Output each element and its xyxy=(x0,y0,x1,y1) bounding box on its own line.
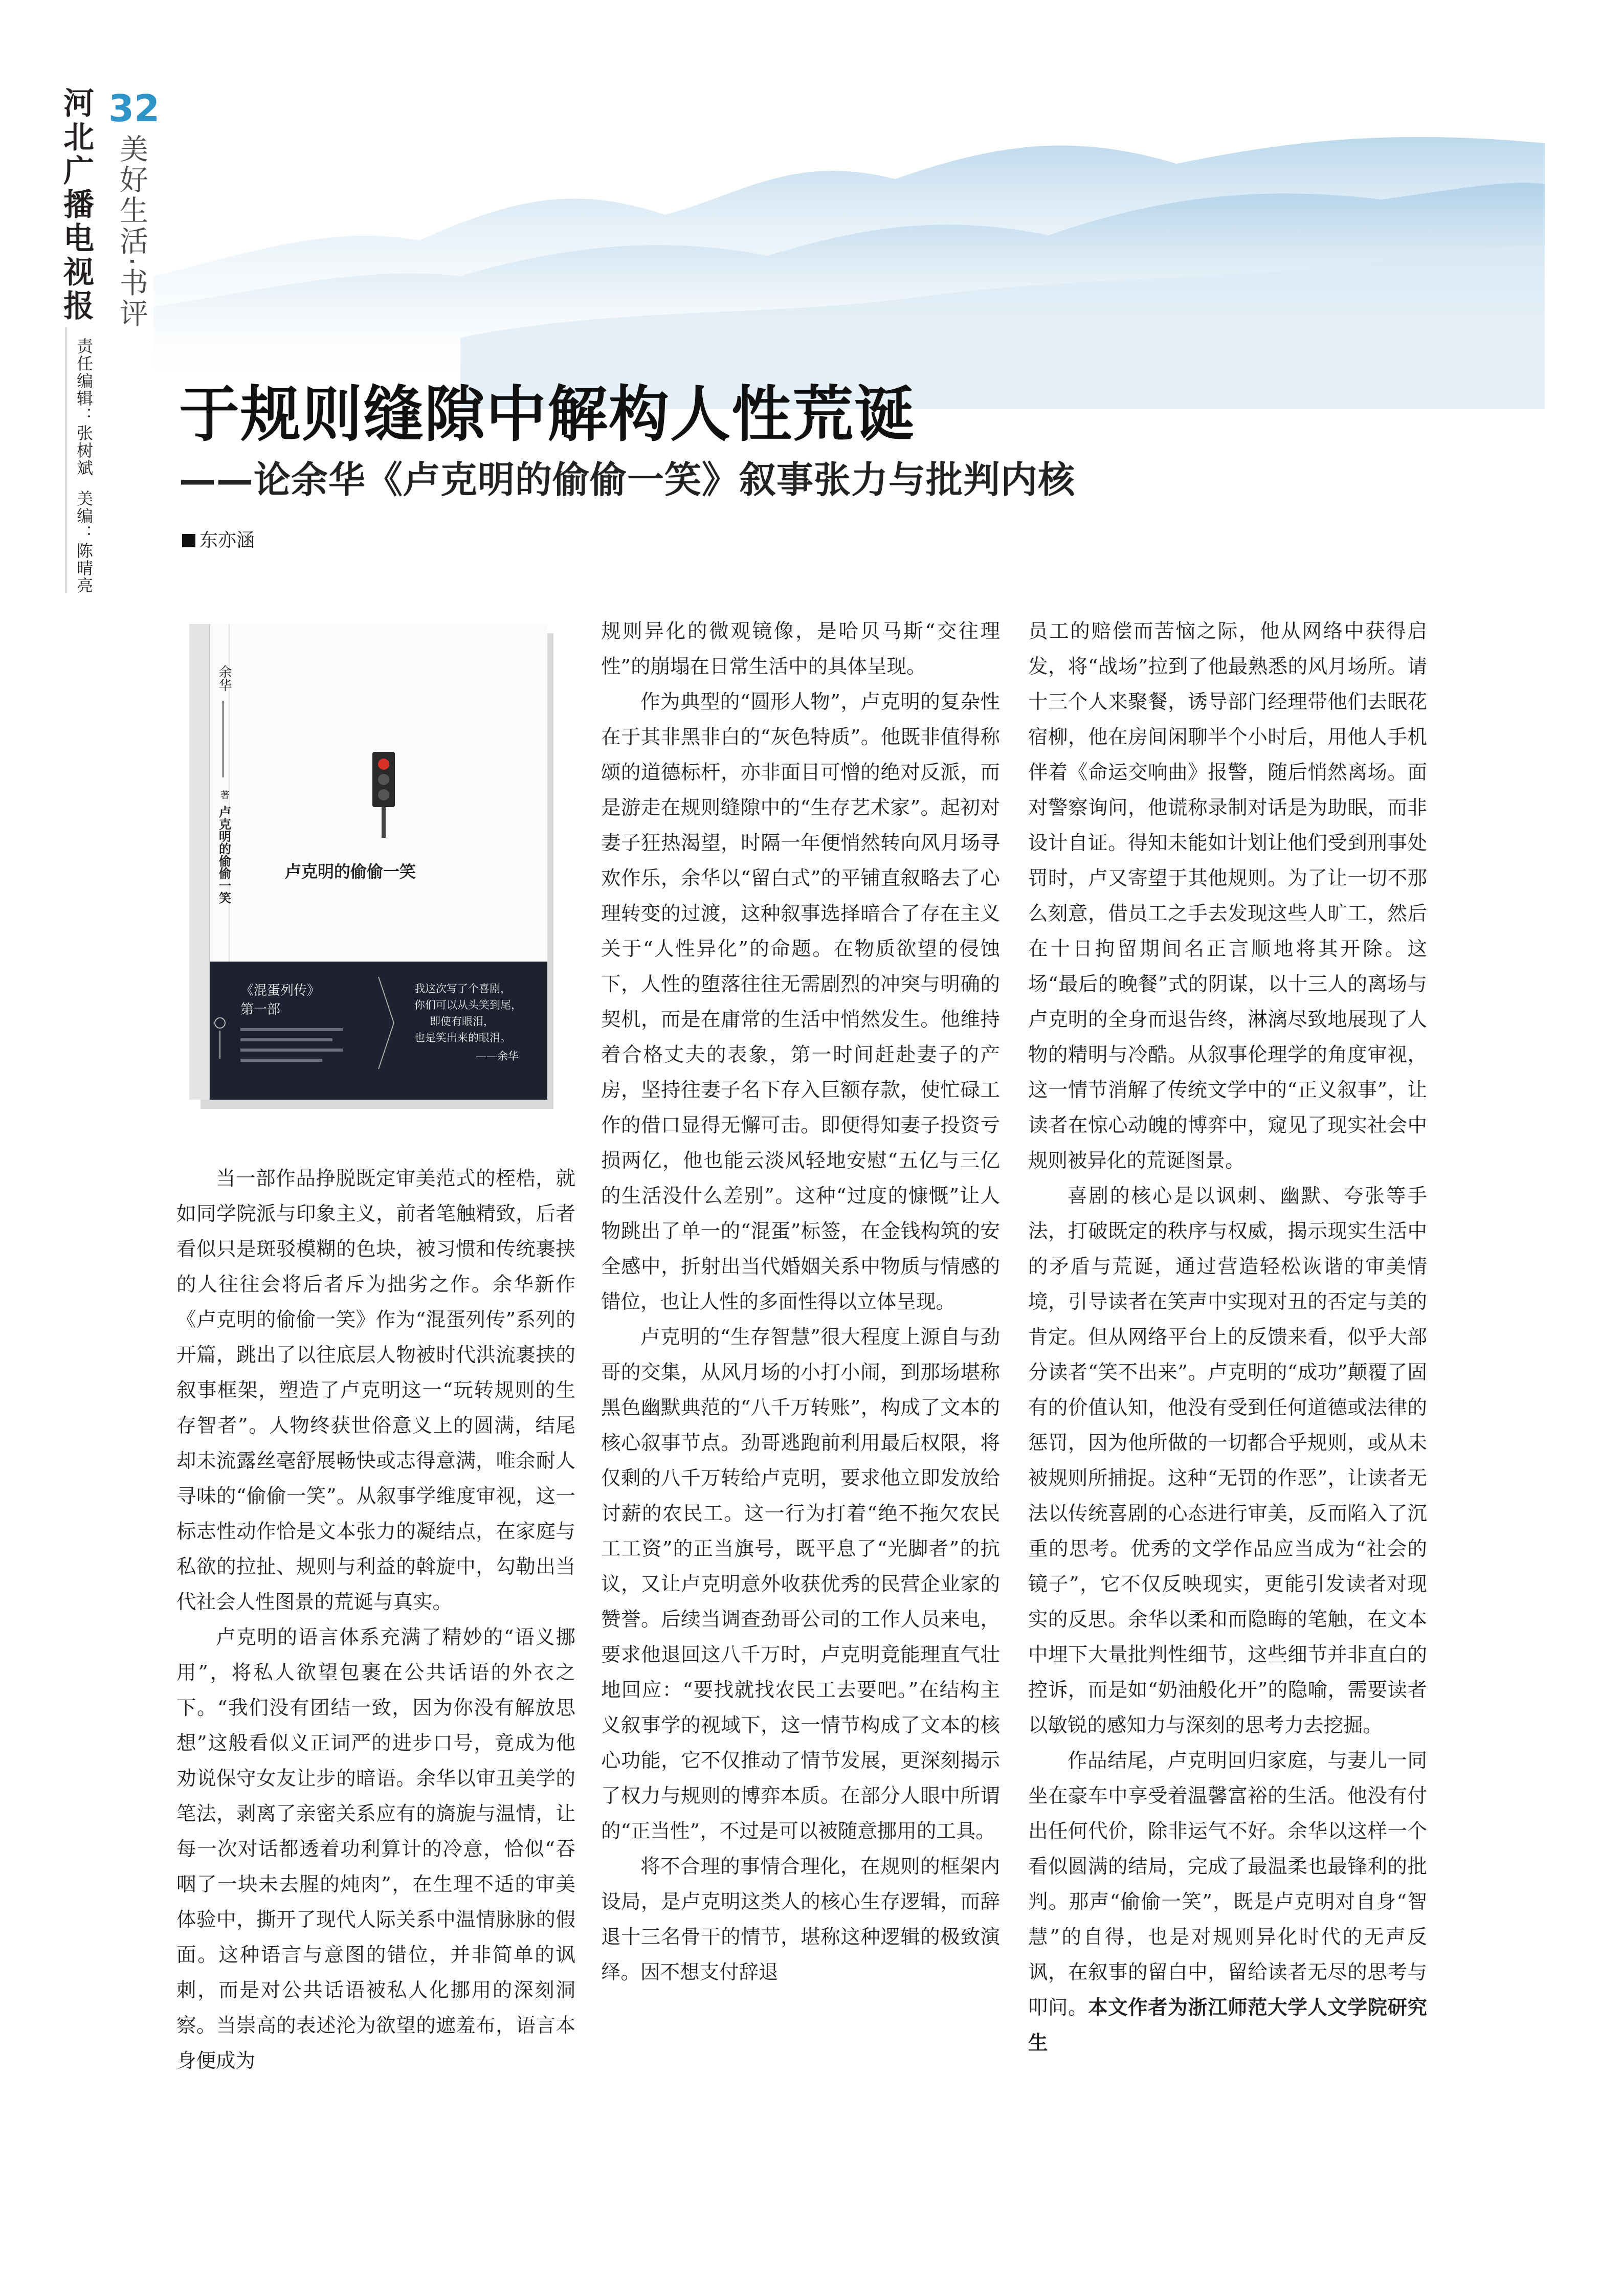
section-label: 美好生活·书评 xyxy=(115,134,148,329)
cover-author-suffix: 著 xyxy=(218,790,230,799)
article-column-2 xyxy=(601,614,1000,2261)
cover-series-line1: 《混蛋列传》 xyxy=(240,983,321,998)
mountain-banner xyxy=(153,123,1545,409)
cover-quote-line4: 也是笑出来的眼泪。 xyxy=(414,1032,511,1044)
cover-title: 卢克明的偷偷一笑 xyxy=(284,862,416,881)
masthead-divider xyxy=(65,327,66,593)
square-bullet-icon xyxy=(182,534,195,547)
paragraph xyxy=(1028,1743,1427,2061)
paragraph: 作为典型的“圆形人物”，卢克明的复杂性在于其非黑非白的“灰色特质”。他既非值得称颂的道德标杆，亦非面目可憎的绝对反派，而是游走在规则缝隙中的“生存艺术家”。起初对妻子狂热渴望，时隔一年便悄然转向风月场寻欢作乐，余华以“留白式”的平铺直叙略去了心理转变的过渡，这种叙事选择暗合了存在主义关于“人性异化”的命题。在物质欲望的侵蚀下，人性的堕落往往无需剧烈的冲突与明确的契机，而是在庸常的生活中悄然发生。他维持着合格丈夫的表象，第一时间赶赴妻子的产房，坚持往妻子名下存入巨额存款，使忙碌工作的借口显得无懈可击。即便得知妻子投资亏损两亿，他也能云淡风轻地安慰“五亿与三亿的生活没什么差别”。这种“过度的慷慨”让人物跳出了单一的“混蛋”标签，在金钱构筑的安全感中，折射出当代婚姻关系中物质与情感的错位，也让人性的多面性得以立体呈现。 xyxy=(601,690,1000,1313)
cover-series-line2: 第一部 xyxy=(240,1002,281,1017)
cover-quote-attrib: ——余华 xyxy=(476,1050,519,1062)
credits xyxy=(74,338,94,601)
editor-credit: 责任编辑：张树斌 xyxy=(74,338,94,477)
article-column-3 xyxy=(1028,614,1427,2261)
paragraph: 将不合理的事情合理化，在规则的框架内设局，是卢克明这类人的核心生存逻辑，而辞退十三名骨干的情节，堪称这种逻辑的极致演绎。因不想支付辞退 xyxy=(601,1855,1000,1984)
paragraph: 员工的赔偿而苦恼之际，他从网络中获得启发，将“战场”拉到了他最熟悉的风月场所。请十三个人来聚餐，诱导部门经理带他们去眠花宿柳，他在房间闲聊半个小时后，用他人手机伴着《命运交响曲》报警，随后悄然离场。面对警察询问，他谎称录制对话是为助眠，而非设计自证。得知未能如计划让他们受到刑事处罚时，卢又寄望于其他规则。为了让一切不那么刻意，借员工之手去发现这些人旷工，然后在十日拘留期间名正言顺地将其开除。这场“最后的晚餐”式的阴谋，以十三人的离场与卢克明的全身而退告终，淋漓尽致地展现了人物的精明与冷酷。从叙事伦理学的角度审视，这一情节消解了传统文学中的“正义叙事”，让读者在惊心动魄的博弈中，窥见了现实社会中规则被异化的荒诞图景。 xyxy=(1028,620,1427,1172)
cover-quote-line1: 我这次写了个喜剧， xyxy=(414,983,511,995)
publication-name: 河北广播电视报 xyxy=(58,87,94,323)
cover-vertical-title: 卢克明的偷偷一笑 xyxy=(216,806,232,904)
article-title: 于规则缝隙中解构人性荒诞 xyxy=(179,379,916,450)
paragraph: 喜剧的核心是以讽刺、幽默、夸张等手法，打破既定的秩序与权威，揭示现实生活中的矛盾与荒诞，通过营造轻松诙谐的审美情境，引导读者在笑声中实现对丑的否定与美的肯定。但从网络平台上的反馈来看，似乎大部分读者“笑不出来”。卢克明的“成功”颠覆了固有的价值认知，他没有受到任何道德或法律的惩罚，因为他所做的一切都合乎规则，或从未被规则所捕捉。这种“无罚的作恶”，让读者无法以传统喜剧的心态进行审美，反而陷入了沉重的思考。优秀的文学作品应当成为“社会的镜子”，它不仅反映现实，更能引发读者对现实的反思。余华以柔和而隐晦的笔触，在文本中埋下大量批判性细节，这些细节并非直白的控诉，而是如“奶油般化开”的隐喻，需要读者以敏锐的感知力与深刻的思考力去挖掘。 xyxy=(1028,1185,1427,1737)
article-subtitle: ——论余华《卢克明的偷偷一笑》叙事张力与批判内核 xyxy=(179,458,1076,501)
paragraph: 当一部作品挣脱既定审美范式的桎梏，就如同学院派与印象主义，前者笔触精致，后者看似只是斑驳模糊的色块，被习惯和传统裹挟的人往往会将后者斥为拙劣之作。余华新作《卢克明的偷偷一笑》作为“混蛋列传”系列的开篇，跳出了以往底层人物被时代洪流裹挟的叙事框架，塑造了卢克明这一“玩转规则的生存智者”。人物终获世俗意义上的圆满，结尾却未流露丝毫舒展畅快或志得意满，唯余耐人寻味的“偷偷一笑”。从叙事学维度审视，这一标志性动作恰是文本张力的凝结点，在家庭与私欲的拉扯、规则与利益的斡旋中，勾勒出当代社会人性图景的荒诞与真实。 xyxy=(176,1167,575,1614)
designer-credit: 美编：陈晴亮 xyxy=(74,490,94,595)
author-bio: 本文作者为浙江师范大学人文学院研究生 xyxy=(1028,1996,1427,2055)
paragraph: 卢克明的语言体系充满了精妙的“语义挪用”，将私人欲望包裹在公共话语的外衣之下。“我们没有团结一致，因为你没有解放思想”这般看似义正词严的进步口号，竟成为他劝说保守女友让步的暗语。余华以审丑美学的笔法，剥离了亲密关系应有的旖旎与温情，让每一次对话都透着功利算计的冷意，恰似“吞咽了一块未去腥的炖肉”，在生理不适的审美体验中，撕开了现代人际关系中温情脉脉的假面。这种语言与意图的错位，并非简单的讽刺，而是对公共话语被私人化挪用的深刻洞察。当崇高的表述沦为欲望的遮羞布，语言本身便成为 xyxy=(176,1626,575,2072)
cover-quote-line3: 即使有眼泪， xyxy=(430,1015,494,1028)
paragraph: 规则异化的微观镜像，是哈贝马斯“交往理性”的崩塌在日常生活中的具体呈现。 xyxy=(601,620,1000,678)
article-author xyxy=(182,529,255,552)
cover-author-spine: 余华 xyxy=(216,665,232,692)
article-column-1 xyxy=(176,1161,575,2261)
cover-quote-line2: 你们可以从头笑到尾， xyxy=(414,999,522,1011)
author-name: 东亦涵 xyxy=(199,530,255,551)
paragraph-text: 作品结尾，卢克明回归家庭，与妻儿一同坐在豪车中享受着温馨富裕的生活。他没有付出任何代价，除非运气不好。余华以这样一个看似圆满的结局，完成了最温柔也最锋利的批判。那声“偷偷一笑”，既是卢克明对自身“智慧”的自得，也是对规则异化时代的无声反讽，在叙事的留白中，留给读者无尽的思考与叩问。 xyxy=(1028,1749,1427,2019)
book-cover-image xyxy=(189,624,558,1115)
page-number: 32 xyxy=(108,87,160,130)
paragraph: 卢克明的“生存智慧”很大程度上源自与劲哥的交集，从风月场的小打小闹，到那场堪称黑色幽默典范的“八千万转账”，构成了文本的核心叙事节点。劲哥逃跑前利用最后权限，将仅剩的八千万转给卢克明，要求他立即发放给讨薪的农民工。这一行为打着“绝不拖欠农民工工资”的正当旗号，既平息了“光脚者”的抗议，又让卢克明意外收获优秀的民营企业家的赞誉。后续当调查劲哥公司的工作人员来电，要求他退回这八千万时，卢克明竟能理直气壮地回应：“要找就找农民工去要吧。”在结构主义叙事学的视域下，这一情节构成了文本的核心功能，它不仅推动了情节发展，更深刻揭示了权力与规则的博弈本质。在部分人眼中所谓的“正当性”，不过是可以被随意挪用的工具。 xyxy=(601,1326,1000,1843)
